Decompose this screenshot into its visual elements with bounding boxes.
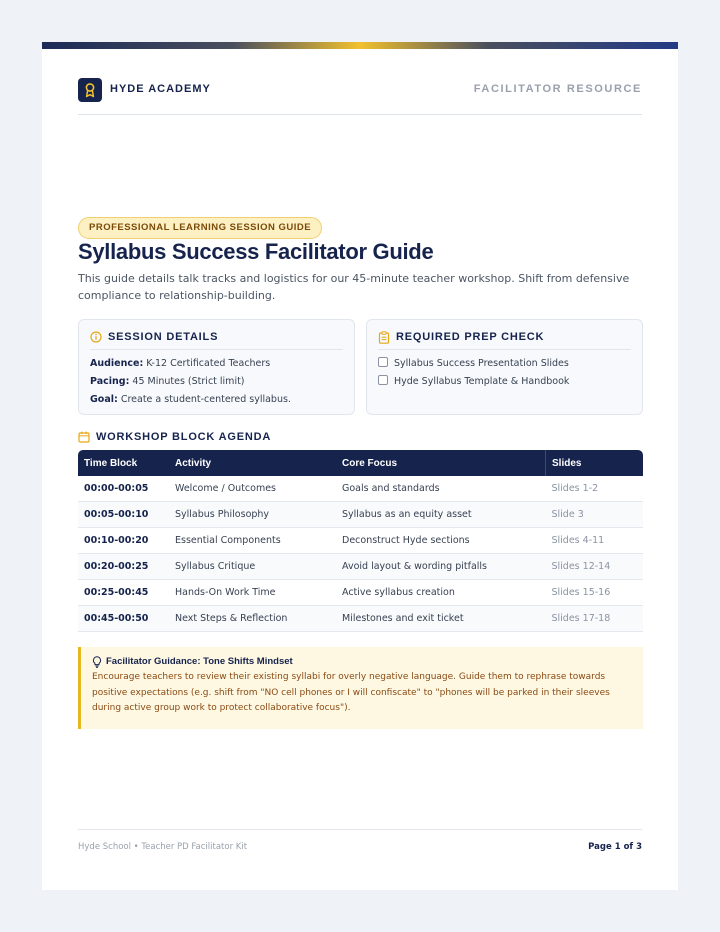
slides-cell: Slides 15-16 [546,580,644,606]
time-cell: 00:25-00:45 [78,580,169,606]
prep-check-header [378,330,631,350]
agenda-title: WORKSHOP BLOCK AGENDA [96,431,272,443]
activity-cell: Hands-On Work Time [169,580,336,606]
checkbox[interactable] [378,357,388,367]
focus-cell: Deconstruct Hyde sections [336,528,546,554]
page-footer [78,829,642,852]
detail-row-goal: Goal: Create a student-centered syllabus. [90,394,291,405]
time-cell: 00:00-00:05 [78,476,169,502]
session-details-title: SESSION DETAILS [108,331,219,343]
column-header: Slides [546,450,644,476]
activity-cell: Syllabus Critique [169,554,336,580]
lightbulb-icon [92,656,102,668]
prep-check-title: REQUIRED PREP CHECK [396,331,545,343]
facilitator-guidance-callout [78,647,643,729]
focus-cell: Active syllabus creation [336,580,546,606]
table-row [78,554,643,580]
page-header [78,78,642,115]
clipboard-icon [378,331,390,344]
table-header-row [78,450,643,476]
agenda-table [78,450,643,632]
calendar-icon [78,431,90,443]
slides-cell: Slide 3 [546,502,644,528]
detail-row-audience: Audience: K-12 Certificated Teachers [90,358,271,369]
slides-cell: Slides 1-2 [546,476,644,502]
table-row [78,580,643,606]
info-circle-icon [90,331,102,343]
slides-cell: Slides 4-11 [546,528,644,554]
session-details-card [78,319,355,415]
focus-cell: Milestones and exit ticket [336,606,546,632]
prep-check-card [366,319,643,415]
slides-cell: Slides 17-18 [546,606,644,632]
table-row [78,606,643,632]
focus-cell: Goals and standards [336,476,546,502]
activity-cell: Essential Components [169,528,336,554]
resource-label: FACILITATOR RESOURCE [473,83,642,95]
table-row [78,476,643,502]
time-cell: 00:10-00:20 [78,528,169,554]
prep-item[interactable]: Syllabus Success Presentation Slides [378,357,631,375]
time-cell: 00:20-00:25 [78,554,169,580]
time-cell: 00:45-00:50 [78,606,169,632]
slides-cell: Slides 12-14 [546,554,644,580]
column-header: Core Focus [336,450,546,476]
table-row [78,502,643,528]
intro-description: This guide details talk tracks and logistics for our 45-minute teacher workshop. Shift from defensive compliance to relationship-building. [78,272,630,302]
award-icon [78,78,102,102]
page-number: Page 1 of 3 [588,842,642,852]
footer-left-text: Hyde School • Teacher PD Facilitator Kit [78,842,248,852]
column-header: Time Block [78,450,169,476]
table-row [78,528,643,554]
focus-cell: Syllabus as an equity asset [336,502,546,528]
guidance-title: Facilitator Guidance: Tone Shifts Mindset [92,656,631,670]
activity-cell: Welcome / Outcomes [169,476,336,502]
page-title: Syllabus Success Facilitator Guide [78,239,434,264]
guidance-text: Encourage teachers to review their existing syllabi for overly negative language. Guide them to rephrase towards positive expectations (e.g. shift from "NO cell phones or I will confiscate" to "phones will be parked in their sleeves during active group work to protect collaborative focus"). [92,672,610,713]
focus-cell: Avoid layout & wording pitfalls [336,554,546,580]
document-page [42,42,678,890]
session-details-header [90,330,343,350]
detail-row-pacing: Pacing: 45 Minutes (Strict limit) [90,376,245,387]
checkbox[interactable] [378,375,388,385]
column-header: Activity [169,450,336,476]
time-cell: 00:05-00:10 [78,502,169,528]
activity-cell: Next Steps & Reflection [169,606,336,632]
activity-cell: Syllabus Philosophy [169,502,336,528]
session-badge: PROFESSIONAL LEARNING SESSION GUIDE [78,217,322,239]
prep-item[interactable]: Hyde Syllabus Template & Handbook [378,375,631,393]
brand-name: HYDE ACADEMY [110,83,211,95]
